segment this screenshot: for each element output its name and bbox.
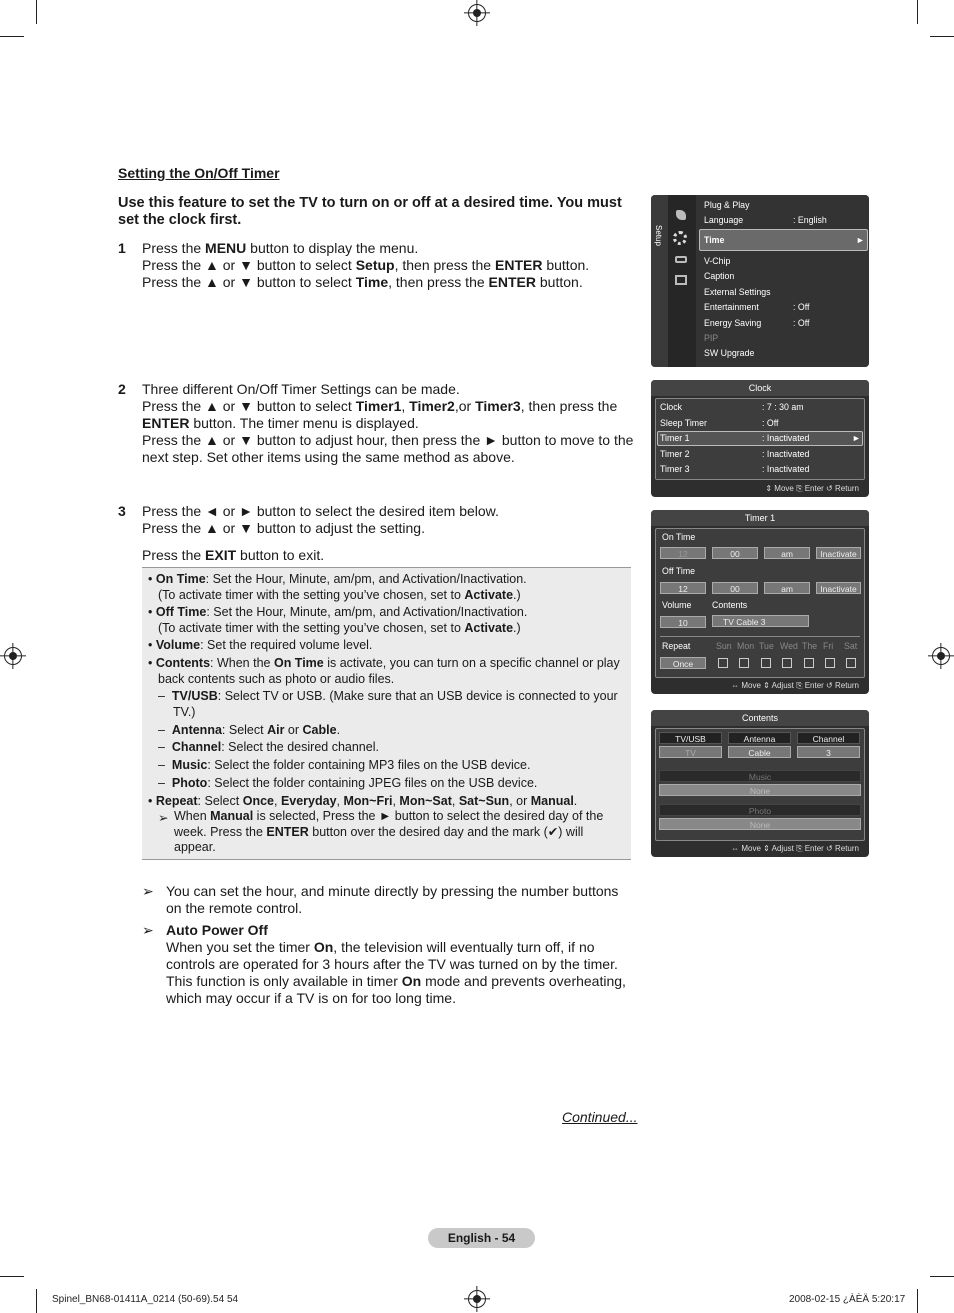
tvusb-field[interactable]: TV bbox=[659, 746, 722, 758]
screen-footer-hints: ⇕ Move ⎘ Enter ↺ Return bbox=[765, 484, 859, 493]
music-header: Music bbox=[659, 770, 861, 782]
day-thu: The bbox=[802, 641, 818, 651]
clock-row-value: : Inactivated bbox=[762, 449, 810, 459]
step-number: 2 bbox=[118, 381, 126, 397]
registration-mark-icon bbox=[4, 647, 22, 665]
arrow-right-icon: ► bbox=[856, 235, 865, 245]
on-activation-field[interactable]: Inactivate bbox=[816, 547, 861, 559]
crop-mark bbox=[36, 1289, 37, 1313]
clock-row-value: : Inactivated bbox=[762, 433, 810, 443]
clock-row-label[interactable]: Timer 2 bbox=[660, 449, 690, 459]
day-checkbox[interactable] bbox=[739, 658, 749, 668]
arrow-icon: ➢ bbox=[142, 922, 154, 938]
menu-item-caption[interactable]: Caption bbox=[704, 271, 735, 281]
step-line: Press the ▲ or ▼ button to select Timer1, Timer2,or Timer3, then press the ENTER button. The timer menu is displayed. bbox=[142, 398, 618, 431]
screen-title: Contents bbox=[651, 710, 869, 726]
photo-header: Photo bbox=[659, 804, 861, 816]
channel-field[interactable]: 3 bbox=[797, 746, 860, 758]
on-minute-field[interactable]: 00 bbox=[712, 547, 758, 559]
menu-sidebar bbox=[651, 195, 668, 367]
tip-number-buttons: You can set the hour, and minute directly by pressing the number buttons on the remote control. bbox=[166, 883, 619, 916]
subnote-music: – Music: Select the folder containing MP3 files on the USB device. bbox=[158, 758, 531, 772]
contents-label: Contents bbox=[712, 600, 748, 610]
menu-item-value: : Off bbox=[793, 302, 810, 312]
input-icon bbox=[675, 256, 687, 263]
menu-item-value: : English bbox=[793, 215, 827, 225]
day-checkbox[interactable] bbox=[718, 658, 728, 668]
clock-row-value: : Inactivated bbox=[762, 464, 810, 474]
clock-row-label[interactable]: Sleep Timer bbox=[660, 418, 707, 428]
menu-item-time[interactable]: Time bbox=[704, 235, 725, 245]
menu-item-sw-upgrade[interactable]: SW Upgrade bbox=[704, 348, 755, 358]
divider bbox=[660, 636, 860, 637]
menu-item-value: : Off bbox=[793, 318, 810, 328]
clock-row-label[interactable]: Clock bbox=[660, 402, 682, 412]
screen-footer-hints: ⇔ Move ⇕ Adjust ⎘ Enter ↺ Return bbox=[731, 681, 859, 690]
setup-gear-icon bbox=[673, 231, 687, 245]
photo-field[interactable]: None bbox=[659, 818, 861, 830]
day-checkbox[interactable] bbox=[804, 658, 814, 668]
arrow-icon: ➢ bbox=[142, 883, 154, 899]
crop-mark bbox=[917, 1289, 918, 1313]
application-icon bbox=[675, 275, 687, 285]
day-checkbox[interactable] bbox=[825, 658, 835, 668]
tvusb-header: TV/USB bbox=[659, 732, 722, 744]
menu-item-pip: PIP bbox=[704, 333, 719, 343]
day-sat: Sat bbox=[844, 641, 858, 651]
day-mon: Mon bbox=[737, 641, 755, 651]
screen-title: Timer 1 bbox=[651, 510, 869, 526]
subnote-tvusb: – TV/USB: Select TV or USB. (Make sure that an USB device is connected to your TV.) bbox=[158, 689, 618, 719]
crop-mark bbox=[917, 0, 918, 24]
menu-item-energy-saving[interactable]: Energy Saving bbox=[704, 318, 762, 328]
step-number: 1 bbox=[118, 240, 126, 256]
crop-mark bbox=[36, 0, 37, 24]
step-number: 3 bbox=[118, 503, 126, 519]
continued-label: Continued... bbox=[562, 1109, 638, 1125]
note-repeat-manual: ➢ When Manual is selected, Press the ► button to select the desired day of the week. Press the ENTER button over the desired day and the mark (✔) will appear. bbox=[158, 809, 604, 854]
day-sun: Sun bbox=[716, 641, 732, 651]
off-hour-field[interactable]: 12 bbox=[660, 582, 706, 594]
intro-text: Use this feature to set the TV to turn on or off at a desired time. You must set the clock first. bbox=[118, 195, 622, 228]
note-off-time: • Off Time: Set the Hour, Minute, am/pm, and Activation/Inactivation. (To activate timer with the setting you’ve chosen, set to Activate.) bbox=[148, 605, 528, 635]
on-time-label: On Time bbox=[662, 532, 696, 542]
subnote-photo: – Photo: Select the folder containing JPEG files on the USB device. bbox=[158, 776, 538, 790]
repeat-field[interactable]: Once bbox=[660, 657, 706, 669]
volume-field[interactable]: 10 bbox=[660, 616, 706, 628]
step-line: Press the ▲ or ▼ button to adjust hour, then press the ► button to move to the next step. Set other items using the same method as above. bbox=[142, 432, 634, 465]
tip-auto-power-off: Auto Power Off When you set the timer On, the television will eventually turn off, if no controls are operated for 3 hours after the TV was turned on by the timer. This function is only available in timer On mode and prevents overheating, which may occur if a TV is on for too long time. bbox=[166, 922, 626, 1006]
crop-mark bbox=[930, 36, 954, 37]
off-activation-field[interactable]: Inactivate bbox=[816, 582, 861, 594]
crop-mark bbox=[0, 1276, 24, 1277]
off-ampm-field[interactable]: am bbox=[764, 582, 810, 594]
day-tue: Tue bbox=[759, 641, 774, 651]
day-wed: Wed bbox=[780, 641, 798, 651]
step-line: Press the ▲ or ▼ button to select Time, then press the ENTER button. bbox=[142, 274, 583, 290]
registration-mark-icon bbox=[468, 4, 486, 22]
note-contents: • Contents: When the On Time is activate, you can turn on a specific channel or play back contents such as photo or audio files. bbox=[148, 656, 620, 686]
clock-row-value: : 7 : 30 am bbox=[762, 402, 804, 412]
clock-row-value: : Off bbox=[762, 418, 779, 428]
registration-mark-icon bbox=[932, 647, 950, 665]
channel-header: Channel bbox=[797, 732, 860, 744]
section-title: Setting the On/Off Timer bbox=[118, 165, 280, 181]
day-fri: Fri bbox=[823, 641, 834, 651]
repeat-label: Repeat bbox=[662, 641, 691, 651]
menu-item-vchip[interactable]: V-Chip bbox=[704, 256, 731, 266]
on-ampm-field[interactable]: am bbox=[764, 547, 810, 559]
antenna-header: Antenna bbox=[728, 732, 791, 744]
timer-menu-screen bbox=[651, 510, 869, 694]
clock-row-label[interactable]: Timer 1 bbox=[660, 433, 690, 443]
step-line: Press the MENU button to display the menu. bbox=[142, 240, 419, 256]
day-checkbox[interactable] bbox=[846, 658, 856, 668]
setup-menu-screen bbox=[651, 195, 869, 367]
menu-item-external-settings[interactable]: External Settings bbox=[704, 287, 771, 297]
menu-item-plug-play[interactable]: Plug & Play bbox=[704, 200, 750, 210]
page-number: English - 54 bbox=[428, 1228, 535, 1248]
day-checkbox[interactable] bbox=[761, 658, 771, 668]
contents-menu-screen bbox=[651, 710, 869, 857]
on-hour-field[interactable]: 12 bbox=[660, 547, 706, 559]
note-on-time: • On Time: Set the Hour, Minute, am/pm, and Activation/Inactivation. (To activate timer with the setting you’ve chosen, set to Activate.) bbox=[148, 572, 527, 602]
clock-menu-screen bbox=[651, 380, 869, 497]
picture-icon bbox=[676, 210, 686, 220]
tips bbox=[142, 883, 637, 1007]
arrow-icon: ➢ bbox=[158, 811, 169, 825]
menu-side-label: Setup bbox=[654, 225, 663, 246]
footer-file-info: Spinel_BN68-01411A_0214 (50-69).54 54 bbox=[52, 1294, 239, 1305]
screen-footer-hints: ⇔ Move ⇕ Adjust ⎘ Enter ↺ Return bbox=[731, 844, 859, 853]
subnote-antenna: – Antenna: Select Air or Cable. bbox=[158, 723, 341, 737]
crop-mark bbox=[930, 1276, 954, 1277]
note-volume: • Volume: Set the required volume level. bbox=[148, 638, 373, 652]
off-time-label: Off Time bbox=[662, 566, 696, 576]
arrow-right-icon: ► bbox=[852, 433, 861, 443]
music-field[interactable]: None bbox=[659, 784, 861, 796]
settings-note-box bbox=[142, 567, 631, 860]
antenna-field[interactable]: Cable bbox=[728, 746, 791, 758]
crop-mark bbox=[0, 36, 24, 37]
registration-mark-icon bbox=[468, 1290, 486, 1308]
menu-item-entertainment[interactable]: Entertainment bbox=[704, 302, 759, 312]
contents-field[interactable]: TV Cable 3 bbox=[712, 615, 809, 627]
clock-row-label[interactable]: Timer 3 bbox=[660, 464, 690, 474]
screen-title: Clock bbox=[651, 380, 869, 396]
off-minute-field[interactable]: 00 bbox=[712, 582, 758, 594]
step-line: Three different On/Off Timer Settings can be made. bbox=[142, 381, 460, 397]
day-checkbox[interactable] bbox=[782, 658, 792, 668]
note-repeat: • Repeat: Select Once, Everyday, Mon~Fri, Mon~Sat, Sat~Sun, or Manual. bbox=[148, 794, 578, 808]
volume-label: Volume bbox=[662, 600, 692, 610]
subnote-channel: – Channel: Select the desired channel. bbox=[158, 740, 379, 754]
menu-item-language[interactable]: Language bbox=[704, 215, 744, 225]
step-line: Press the ▲ or ▼ button to select Setup, then press the ENTER button. bbox=[142, 257, 590, 273]
footer-timestamp: 2008-02-15 ¿ÀÈÄ 5:20:17 bbox=[789, 1294, 906, 1305]
